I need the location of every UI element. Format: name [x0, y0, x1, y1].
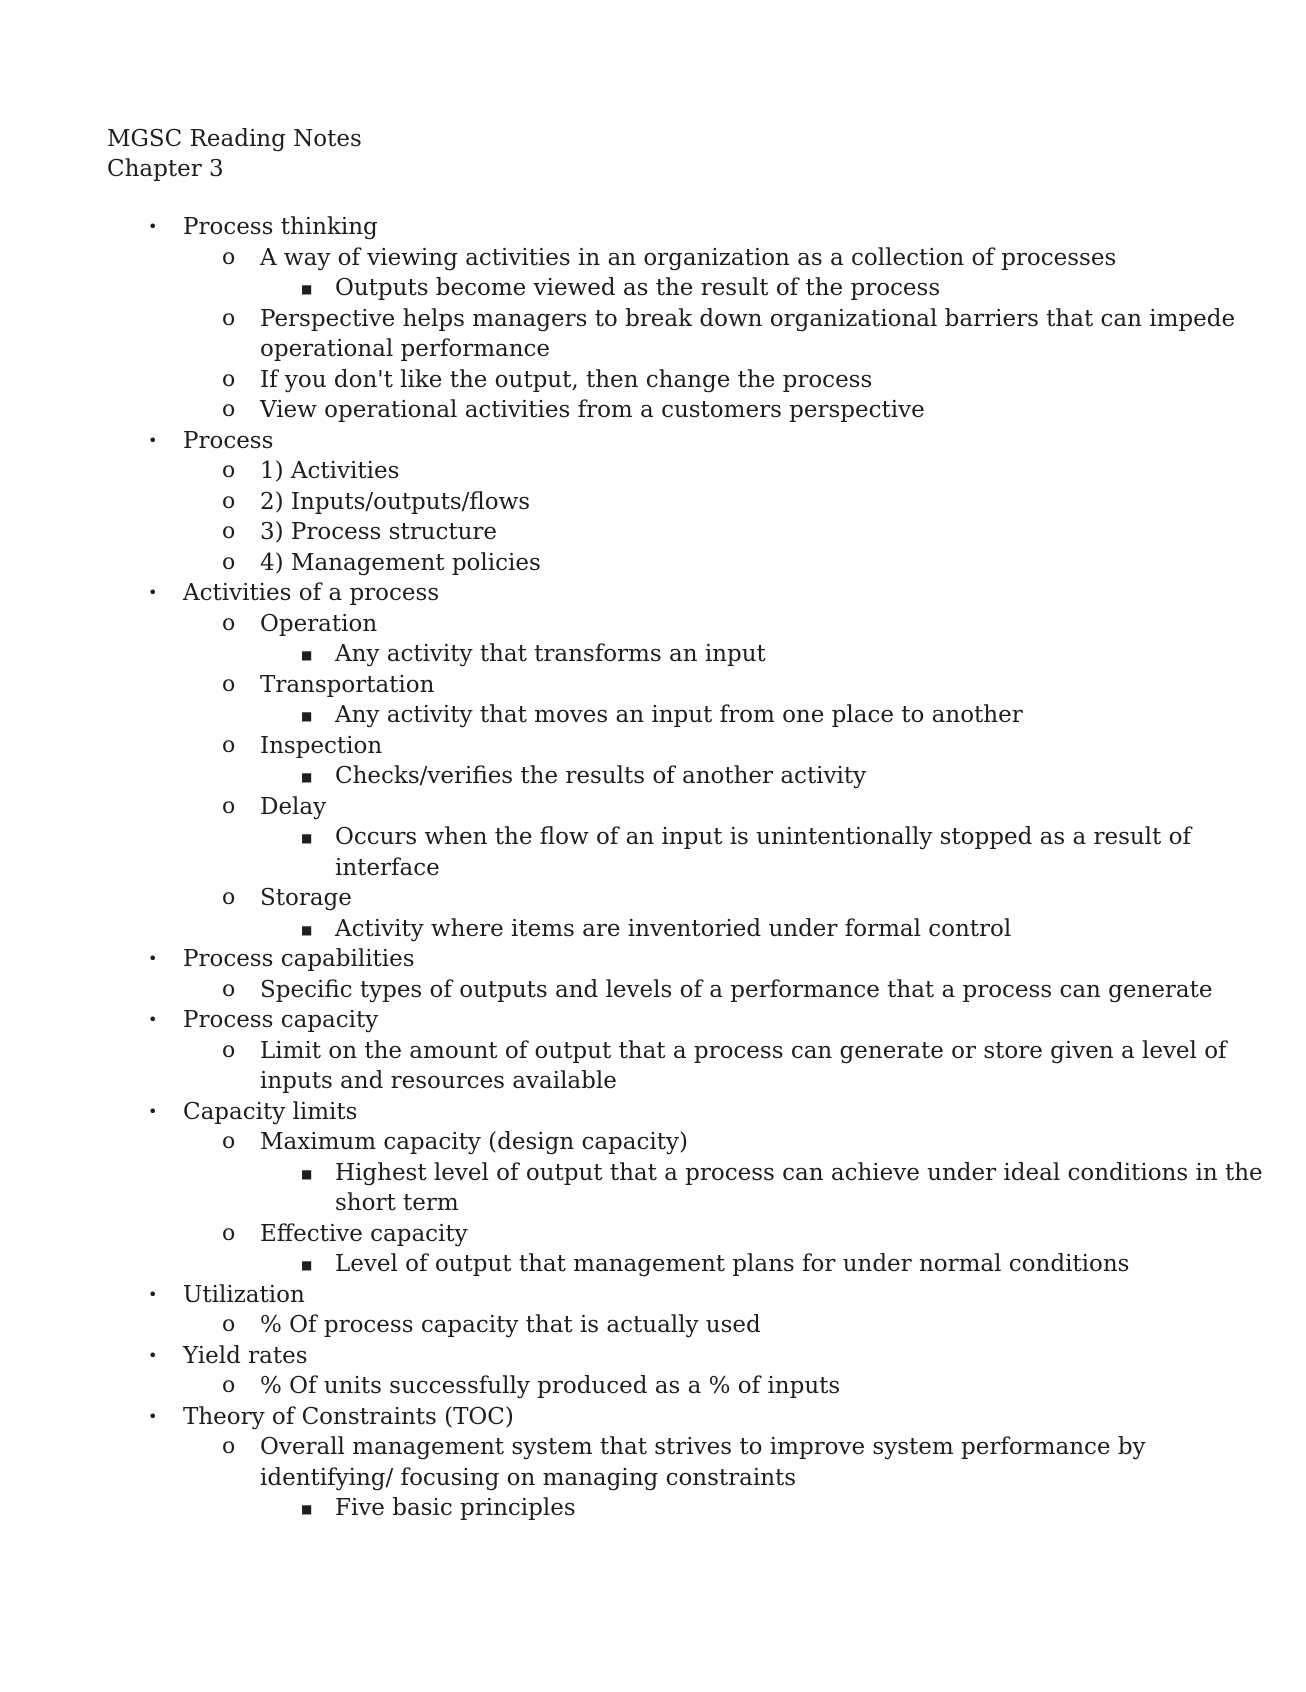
circle-marker: o	[222, 549, 236, 575]
outline-item-level-3	[0, 639, 1306, 670]
outline-item-text: Delay	[260, 793, 327, 820]
outline-item-text: Process capabilities	[183, 946, 415, 972]
circle-marker: o	[222, 305, 236, 331]
outline-item-text: 4) Management policies	[260, 549, 541, 576]
outline-item-level-2	[0, 609, 1306, 640]
outline-item-level-3	[0, 1249, 1306, 1280]
square-marker: ■	[301, 1502, 313, 1516]
outline-item-text: A way of viewing activities in an organization as a collection of processes	[260, 244, 1117, 271]
outline-item-text: Five basic principles	[335, 1495, 576, 1521]
outline-item-text: Transportation	[260, 671, 435, 698]
outline-item-text: Inspection	[260, 732, 383, 759]
outline-item-text: Any activity that moves an input from one place to another	[335, 702, 1023, 728]
outline-item-level-1	[0, 1280, 1306, 1311]
outline-item-level-2	[0, 792, 1306, 823]
outline-item-level-2	[0, 548, 1306, 579]
circle-marker: o	[222, 1129, 236, 1154]
outline-item-text: Outputs become viewed as the result of the process	[335, 275, 941, 301]
bullet-marker: •	[148, 217, 158, 236]
bullet-marker: •	[148, 1406, 158, 1426]
outline-item-level-1	[0, 1341, 1306, 1372]
chapter-label: Chapter 3	[107, 156, 224, 182]
outline-item-level-1	[0, 578, 1306, 609]
outline-item-text: Any activity that transforms an input	[335, 641, 766, 667]
outline-item-level-1	[0, 944, 1306, 975]
outline-item-level-3	[0, 1493, 1306, 1524]
outline-item-level-2	[0, 1310, 1306, 1341]
outline-item-level-2	[0, 365, 1306, 396]
outline-item-level-2	[0, 487, 1306, 518]
outline-item-text: Perspective helps managers to break down organizational barriers that can impede	[260, 305, 1236, 332]
outline-item-level-2	[0, 975, 1306, 1006]
outline-item-text: 2) Inputs/outputs/flows	[260, 488, 531, 515]
square-marker: ■	[301, 1166, 313, 1181]
outline-line-continuation	[0, 1066, 1306, 1097]
square-marker: ■	[301, 770, 313, 784]
outline-item-level-2	[0, 395, 1306, 426]
outline-line-continuation	[0, 1188, 1306, 1219]
outline-item-level-3	[0, 761, 1306, 792]
outline-item-text: 3) Process structure	[260, 519, 498, 545]
bullet-marker: •	[148, 1345, 158, 1365]
outline-item-level-2	[0, 731, 1306, 762]
bullet-marker: •	[148, 583, 158, 602]
outline-item-text: Checks/verifies the results of another activity	[335, 763, 867, 789]
circle-marker: o	[222, 366, 236, 392]
square-marker: ■	[301, 282, 313, 296]
outline-item-level-1	[0, 1402, 1306, 1433]
square-marker: ■	[301, 709, 313, 723]
outline-item-text: % Of units successfully produced as a % of inputs	[260, 1373, 841, 1399]
outline-item-text: Yield rates	[183, 1342, 308, 1369]
circle-marker: o	[222, 1220, 236, 1246]
outline-item-text: Level of output that management plans for under normal conditions	[335, 1251, 1130, 1277]
circle-marker: o	[222, 488, 236, 514]
outline-item-level-3	[0, 273, 1306, 304]
outline-line-continuation	[0, 853, 1306, 884]
circle-marker: o	[222, 1434, 236, 1459]
circle-marker: o	[222, 610, 236, 636]
circle-marker: o	[222, 1312, 236, 1337]
outline-item-text: Capacity limits	[183, 1098, 358, 1125]
circle-marker: o	[222, 793, 236, 819]
outline-item-level-1	[0, 212, 1306, 243]
outline-item-level-1	[0, 1097, 1306, 1128]
outline-item-level-2	[0, 1371, 1306, 1402]
outline-item-text: operational performance	[260, 336, 551, 362]
square-marker: ■	[301, 1258, 313, 1272]
circle-marker: o	[222, 519, 236, 544]
bullet-marker: •	[148, 1284, 158, 1304]
outline-item-text: Activity where items are inventoried under formal control	[335, 915, 1012, 942]
document-title: MGSC Reading Notes	[107, 126, 362, 152]
outline-item-level-3	[0, 700, 1306, 731]
square-marker: ■	[301, 922, 313, 937]
outline-line-continuation	[0, 334, 1306, 365]
outline-item-text: Process	[183, 427, 274, 454]
bullet-marker: •	[148, 949, 158, 968]
outline-item-level-2	[0, 1432, 1306, 1463]
outline-item-text: inputs and resources available	[260, 1068, 617, 1094]
outline-item-text: short term	[335, 1190, 459, 1216]
outline-item-text: Activities of a process	[183, 580, 440, 606]
outline-item-level-1	[0, 426, 1306, 457]
outline-item-level-2	[0, 670, 1306, 701]
outline-item-text: interface	[335, 854, 440, 881]
outline-item-level-2	[0, 517, 1306, 548]
square-marker: ■	[301, 648, 313, 662]
outline-item-level-2	[0, 304, 1306, 335]
bullet-marker: •	[148, 430, 158, 450]
outline-item-text: Storage	[260, 885, 352, 911]
outline-item-text: Overall management system that strives to improve system performance by	[260, 1434, 1146, 1460]
outline-item-text: Occurs when the flow of an input is unintentionally stopped as a result of	[335, 824, 1191, 850]
outline-item-text: Highest level of output that a process can achieve under ideal conditions in the	[335, 1159, 1263, 1186]
outline-item-text: Maximum capacity (design capacity)	[260, 1129, 688, 1155]
outline-item-text: Limit on the amount of output that a process can generate or store given a level of	[260, 1037, 1227, 1064]
circle-marker: o	[222, 885, 236, 910]
outline-item-text: Process capacity	[183, 1007, 379, 1033]
bullet-marker: •	[148, 1101, 158, 1121]
outline-line-continuation	[0, 1463, 1306, 1494]
outline-item-level-3	[0, 914, 1306, 945]
square-marker: ■	[301, 831, 313, 845]
outline-item-text: Utilization	[183, 1281, 305, 1308]
outline-item-level-2	[0, 456, 1306, 487]
outline-item-text: 1) Activities	[260, 458, 400, 484]
outline-item-text: identifying/ focusing on managing constraints	[260, 1464, 797, 1491]
outline-item-level-2	[0, 1127, 1306, 1158]
outline-item-text: Process thinking	[183, 214, 378, 240]
notes-outline	[0, 212, 1306, 1524]
circle-marker: o	[222, 244, 236, 270]
circle-marker: o	[222, 397, 236, 422]
circle-marker: o	[222, 1373, 236, 1398]
outline-item-level-3	[0, 822, 1306, 853]
document-header	[107, 124, 362, 184]
outline-item-text: Theory of Constraints (TOC)	[183, 1403, 514, 1430]
bullet-marker: •	[148, 1010, 158, 1029]
outline-item-text: % Of process capacity that is actually used	[260, 1312, 761, 1338]
outline-item-level-2	[0, 1219, 1306, 1250]
outline-item-level-2	[0, 1036, 1306, 1067]
outline-item-text: Specific types of outputs and levels of a performance that a process can generate	[260, 976, 1213, 1003]
circle-marker: o	[222, 732, 236, 758]
circle-marker: o	[222, 671, 236, 697]
outline-item-level-1	[0, 1005, 1306, 1036]
circle-marker: o	[222, 1037, 236, 1063]
outline-item-text: Effective capacity	[260, 1220, 468, 1247]
outline-item-text: Operation	[260, 610, 378, 637]
circle-marker: o	[222, 976, 236, 1002]
circle-marker: o	[222, 458, 236, 483]
outline-item-text: View operational activities from a customers perspective	[260, 397, 925, 423]
outline-item-level-3	[0, 1158, 1306, 1189]
outline-item-level-2	[0, 243, 1306, 274]
outline-item-level-2	[0, 883, 1306, 914]
outline-item-text: If you don't like the output, then change the process	[260, 366, 873, 393]
